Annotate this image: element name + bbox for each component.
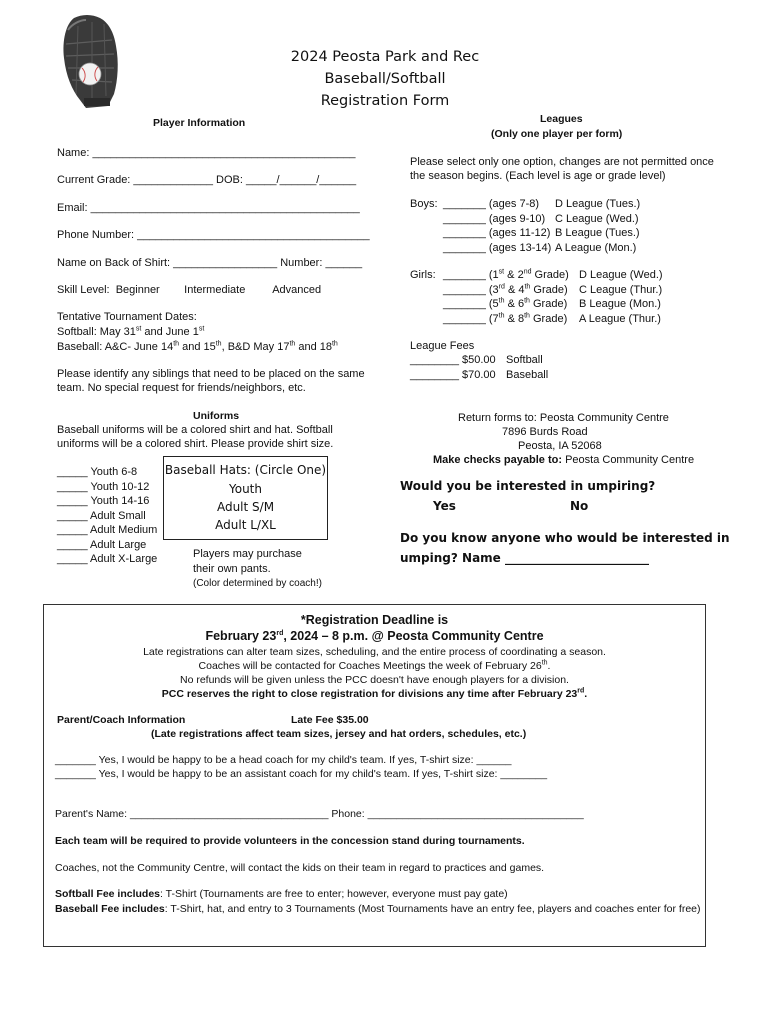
title-line-2: Baseball/Softball [324, 71, 446, 87]
softball-tournament-dates: Softball: May 31st and June 1st [57, 325, 205, 338]
girls-grade-range: _______ (7th & 8th Grade) [443, 311, 568, 325]
girls-grade-range: _______ (5th & 6th Grade) [443, 297, 568, 310]
fee-amount: ________ $50.00 [410, 354, 496, 366]
parent-name-phone-field[interactable]: Parent's Name: __________________________________ Phone: _____________________________________ [55, 808, 584, 820]
siblings-line-1: Please identify any siblings that need to be placed on the same [57, 368, 365, 380]
tournament-dates-heading: Tentative Tournament Dates: [57, 311, 197, 323]
deadline-heading-1: *Registration Deadline is [300, 613, 449, 627]
boys-league-list[interactable] [443, 197, 640, 255]
hat-option-adult-sm[interactable]: Adult S/M [216, 500, 275, 514]
leagues-subheading: (Only one player per form) [491, 128, 623, 140]
shirt-name-number-field[interactable]: Name on Back of Shirt: _________________ Number: ______ [57, 257, 363, 269]
return-line-1: Return forms to: Peosta Community Centre [458, 412, 669, 424]
girls-grade-range: _______ (1st & 2nd Grade) [443, 268, 569, 281]
leagues-heading: Leagues [540, 113, 583, 125]
uniforms-heading: Uniforms [193, 410, 240, 422]
skill-level-options[interactable]: Skill Level: Beginner Intermediate Advanced [57, 284, 322, 296]
girls-label: Girls: [410, 269, 436, 281]
softball-fee-includes: Softball Fee includes: T-Shirt (Tournaments are free to enter; however, everyone must pay gate) [55, 888, 508, 900]
name-field[interactable]: Name: ___________________________________________ [57, 147, 356, 159]
boys-league-option[interactable] [443, 241, 640, 256]
hat-option-youth[interactable]: Youth [229, 482, 262, 496]
girls-grade-range: _______ (3rd & 4th Grade) [443, 282, 568, 296]
late-fee: Late Fee $35.00 [291, 714, 369, 726]
shirt-size-option[interactable]: _____ Adult X-Large [57, 553, 158, 565]
hat-option-adult-lxl[interactable]: Adult L/XL [215, 518, 276, 532]
umpire-know-1: Do you know anyone who would be interested in [400, 531, 730, 545]
fee-amount: ________ $70.00 [410, 368, 496, 381]
hats-heading: Baseball Hats: (Circle One) [164, 463, 327, 477]
girls-league-name: D League (Wed.) [579, 269, 663, 281]
deadline-heading-2: February 23rd, 2024 – 8 p.m. @ Peosta Community Centre [205, 629, 544, 643]
girls-league-option[interactable] [443, 283, 663, 298]
shirt-size-option[interactable]: _____ Adult Large [57, 538, 147, 551]
volunteers-note: Each team will be required to provide volunteers in the concession stand during tournaments. [55, 835, 525, 847]
baseball-hats-box[interactable] [163, 456, 328, 540]
grade-dob-field[interactable]: Current Grade: _____________ DOB: _____/______/______ [57, 174, 357, 186]
girls-league-name: B League (Mon.) [579, 298, 661, 310]
leagues-note-2: the season begins. (Each level is age or grade level) [410, 170, 666, 182]
shirt-size-option[interactable]: _____ Youth 6-8 [57, 466, 138, 478]
league-fees-list[interactable] [410, 353, 548, 382]
umpire-no[interactable]: No [570, 499, 589, 513]
boys-league-name: A League (Mon.) [555, 241, 637, 254]
coaches-contact-note: Coaches, not the Community Centre, will contact the kids on their team in regard to practices and games. [55, 862, 545, 874]
boys-age-range: _______ (ages 11-12) [443, 227, 551, 239]
siblings-line-2: team. No special request for friends/neighbors, etc. [57, 382, 306, 394]
boys-league-name: B League (Tues.) [555, 227, 640, 239]
shirt-size-option[interactable]: _____ Youth 14-16 [57, 495, 150, 507]
uniforms-desc-1: Baseball uniforms will be a colored shirt and hat. Softball [57, 424, 333, 436]
uniforms-desc-2: uniforms will be a colored shirt. Please provide shirt size. [57, 438, 334, 450]
league-fee-option[interactable] [410, 353, 548, 368]
deadline-line-3: No refunds will be given unless the PCC doesn't have enough players for a division. [180, 674, 569, 686]
deadline-line-2: Coaches will be contacted for Coaches Meetings the week of February 26th. [198, 659, 551, 672]
deadline-line-1: Late registrations can alter team sizes, scheduling, and the entire process of coordinating a season. [143, 646, 606, 658]
player-info-heading: Player Information [153, 117, 246, 129]
boys-league-option[interactable] [443, 212, 640, 227]
umpire-know-2[interactable]: umping? Name ________________________ [400, 551, 649, 565]
return-line-3: Peosta, IA 52068 [518, 440, 602, 452]
registration-deadline-box [43, 604, 706, 947]
title-line-1: 2024 Peosta Park and Rec [290, 49, 480, 65]
color-note: (Color determined by coach!) [193, 578, 322, 589]
baseball-tournament-dates: Baseball: A&C- June 14th and 15th, B&D May 17th and 18th [57, 340, 338, 353]
fee-sport: Baseball [506, 368, 549, 381]
boys-label: Boys: [410, 198, 438, 210]
form-title [200, 46, 570, 112]
shirt-size-option[interactable]: _____ Adult Small [57, 509, 146, 522]
phone-field[interactable]: Phone Number: ______________________________________ [57, 229, 370, 241]
fee-sport: Softball [506, 354, 543, 366]
girls-league-list[interactable] [443, 268, 663, 326]
umpire-yes[interactable]: Yes [433, 499, 456, 513]
boys-age-range: _______ (ages 13-14) [443, 241, 552, 254]
boys-league-option[interactable] [443, 197, 640, 212]
girls-league-name: A League (Thur.) [579, 312, 661, 325]
leagues-note-1: Please select only one option, changes are not permitted once [410, 156, 714, 168]
title-line-3: Registration Form [320, 93, 450, 109]
baseball-glove-image [56, 10, 122, 110]
league-fee-option[interactable] [410, 368, 548, 383]
baseball-fee-includes: Baseball Fee includes: T-Shirt, hat, and entry to 3 Tournaments (Most Tournaments have an entry fee, players and coaches enter for free) [55, 903, 701, 915]
boys-age-range: _______ (ages 7-8) [443, 198, 540, 210]
boys-league-name: D League (Tues.) [555, 198, 641, 210]
pants-note-1: Players may purchase [193, 548, 302, 560]
parent-coach-heading: Parent/Coach Information [57, 714, 186, 726]
shirt-size-option[interactable]: _____ Youth 10-12 [57, 480, 150, 493]
girls-league-option[interactable] [443, 297, 663, 312]
pants-note-2: their own pants. [193, 563, 271, 575]
return-line-2: 7896 Burds Road [502, 426, 588, 438]
head-coach-option[interactable]: _______ Yes, I would be happy to be a head coach for my child's team. If yes, T-shirt size: ______ [55, 754, 512, 766]
boys-league-option[interactable] [443, 226, 640, 241]
shirt-size-list[interactable] [57, 465, 157, 567]
email-field[interactable]: Email: ____________________________________________ [57, 202, 360, 214]
late-note: (Late registrations affect team sizes, jersey and hat orders, schedules, etc.) [151, 728, 527, 740]
deadline-line-4: PCC reserves the right to close registration for divisions any time after February 23rd. [161, 687, 588, 700]
umpire-question: Would you be interested in umpiring? [400, 479, 656, 493]
girls-league-name: C League (Thur.) [579, 283, 663, 296]
boys-league-name: C League (Wed.) [555, 212, 639, 225]
checks-payable: Make checks payable to: Peosta Community Centre [433, 454, 695, 466]
girls-league-option[interactable] [443, 268, 663, 283]
boys-age-range: _______ (ages 9-10) [443, 212, 546, 225]
girls-league-option[interactable] [443, 312, 663, 327]
assistant-coach-option[interactable]: _______ Yes, I would be happy to be an assistant coach for my child's team. If yes, T-shirt size: ________ [55, 768, 548, 780]
shirt-size-option[interactable]: _____ Adult Medium [57, 524, 158, 536]
league-fees-heading: League Fees [410, 340, 475, 352]
